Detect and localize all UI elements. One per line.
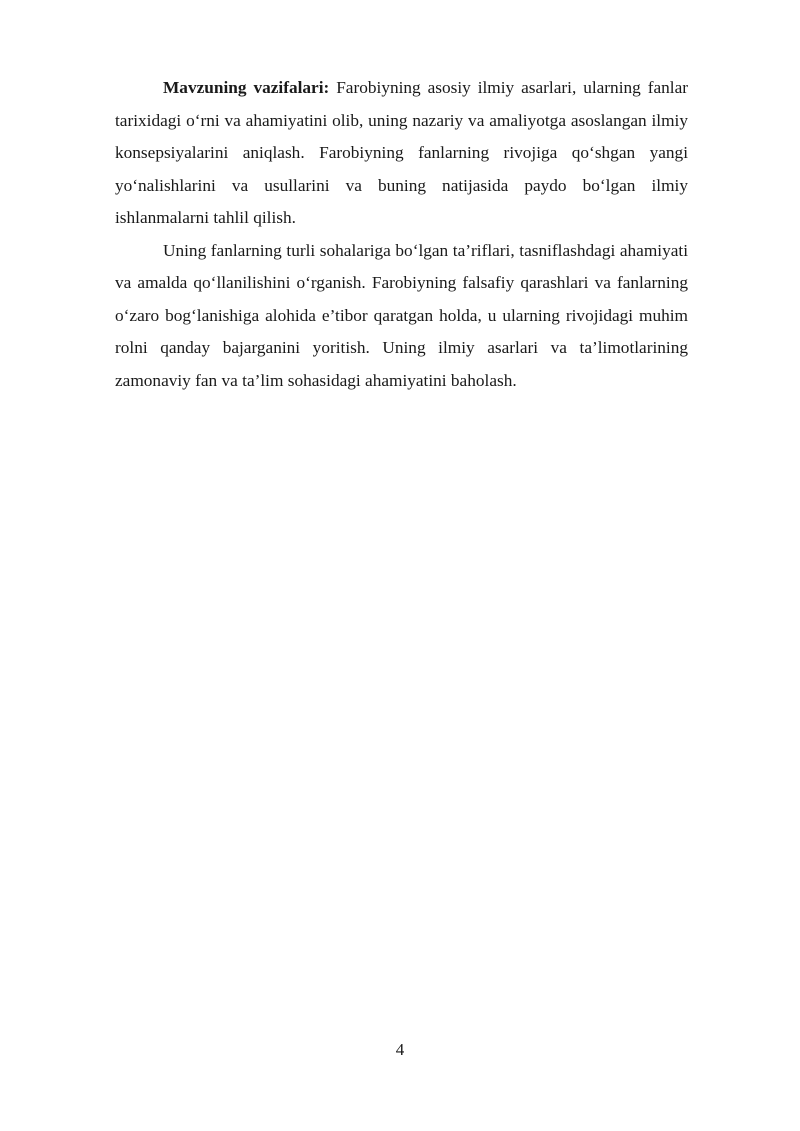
paragraph-lead-heading: Mavzuning vazifalari: — [163, 78, 330, 97]
paragraph-definitions — [115, 235, 688, 398]
paragraph-tasks — [115, 72, 688, 235]
page-number: 4 — [395, 1040, 405, 1059]
paragraph-text: Farobiyning asosiy ilmiy asarlari, ularning fanlar tarixidagi o‘rni va ahamiyatini olib, uning nazariy va amaliyotga asoslangan ilmiy konsepsiyalarini aniqlash. Farobiyning fanlarning rivojiga qo‘shgan yangi yo‘nalishlarini va usullarini va buning natijasida paydo bo‘lgan ilmiy ishlanmalarni tahlil qilish. — [115, 78, 688, 227]
page-body — [115, 72, 688, 397]
paragraph-text: Uning fanlarning turli sohalariga bo‘lgan ta’riflari, tasniflashdagi ahamiyati va amalda qo‘llanilishini o‘rganish. Farobiyning falsafiy qarashlari va fanlarning o‘zaro bog‘lanishiga alohida e’tibor qaratgan holda, u ularning rivojidagi muhim rolni qanday bajarganini yoritish. Uning ilmiy asarlari va ta’limotlarining zamonaviy fan va ta’lim sohasidagi ahamiyatini baholash. — [115, 240, 688, 390]
